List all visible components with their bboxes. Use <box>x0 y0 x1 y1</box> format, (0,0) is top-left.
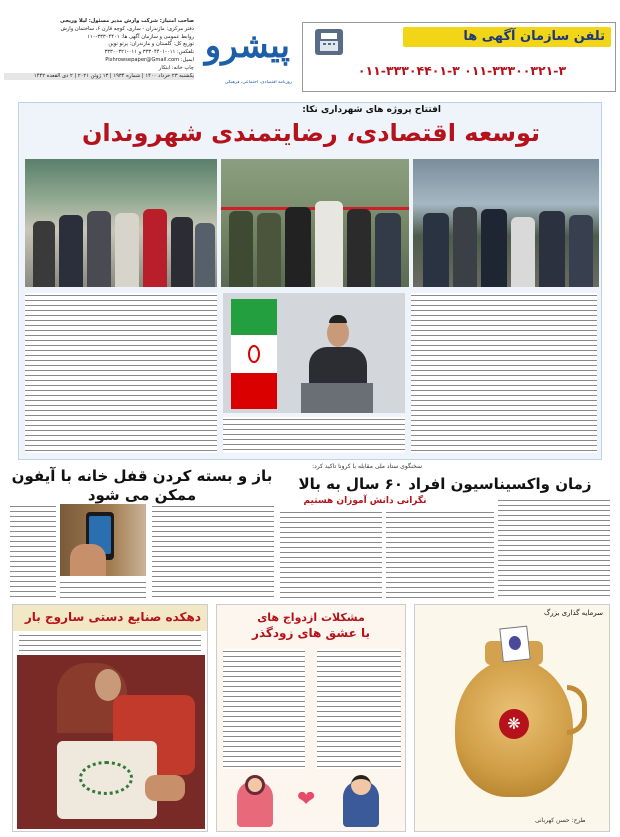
lead-kicker: افتتاح پروژه های شهرداری نکا: <box>302 105 441 115</box>
newspaper-logo: پیشرو <box>204 26 290 66</box>
iphone-photo <box>60 504 146 576</box>
capital-box <box>414 604 610 832</box>
marriage-text-left <box>223 649 305 769</box>
iran-flag <box>231 299 277 409</box>
aging-subhead: نگرانی دانش آموزان هستیم <box>303 496 427 506</box>
aging-col-3 <box>280 510 382 598</box>
owner-line: صاحب امتیاز: شرکت وارش مدیر مسئول: لیلا وریجی <box>59 18 194 24</box>
lead-photo-center <box>221 159 409 287</box>
spokesman-text <box>223 417 405 453</box>
lead-headline: توسعه اقتصادی، رضایتمندی شهروندان <box>81 119 541 147</box>
email-line: ایمیل: Pishrowsepaper@Gmail.com <box>105 56 194 63</box>
credits-block <box>4 18 194 94</box>
crafts-headline: دهکده صنایع دستی ساروج بار <box>24 610 201 624</box>
capital-credit: طرح: حسن کهربانی <box>535 817 586 824</box>
lead-text-left <box>25 293 217 453</box>
lead-photo-right <box>413 159 599 287</box>
marriage-illustration <box>227 773 395 829</box>
crafts-photo <box>17 655 205 829</box>
photo-caption: سخنگوی ستاد ملی مقابله با کرونا تاکید کرد: <box>312 463 422 470</box>
lead-story <box>18 102 602 460</box>
pr-line: روابط عمومی و سازمان آگهی ها: ۳۳۳۰۴۴۰۱-۱۱۰ <box>87 33 194 40</box>
aging-col-1 <box>498 498 610 598</box>
ad-phone-numbers: ۰۱۱-۳۳۳۰۰۳۲۱-۳ ۰۱۱-۳۳۳۰۴۴۰۱-۳ <box>357 63 567 78</box>
marriage-box <box>216 604 406 832</box>
jar-handle <box>567 685 587 735</box>
marriage-text-right <box>317 649 401 769</box>
aging-headline: زمان واکسیناسیون افراد ۶۰ سال به بالا <box>298 475 592 493</box>
aging-col-2 <box>386 510 494 598</box>
heart-icon: ❤ <box>297 787 316 812</box>
marriage-headline-bottom: با عشق های زودگذر <box>252 626 370 640</box>
masthead <box>4 4 616 96</box>
embroidery-cloth <box>57 741 157 819</box>
ad-box <box>302 22 616 92</box>
crafts-text <box>19 633 201 653</box>
address-line: دفتر مرکزی: مازندران - ساری، کوچه قارن ۶، ساختمان وارش <box>60 25 194 32</box>
issue-line: یکشنبه ۲۳ خرداد ۱۴۰۰ | شماره ۱۹۳۴ | ۱۳ ژوئن ۲۰۲۱ | ۲ ذی القعده ۱۴۴۲ <box>4 73 194 81</box>
iphone-text-right <box>152 504 274 600</box>
logo-subtitle: روزنامه اقتصادی، اجتماعی، فرهنگی <box>224 80 292 85</box>
logo-block <box>198 18 296 90</box>
lead-photo-left <box>25 159 217 287</box>
marriage-headline-top: مشکلات ازدواج های <box>257 611 365 624</box>
phone-icon <box>315 29 343 55</box>
fax-line: تلفکس: ۰۱۱-۳۳۳۰۴۴۰۱ و ۰۱۱-۳۳۳۰۰۳۲۱ <box>104 49 194 56</box>
crafts-box <box>12 604 208 832</box>
spokesman-photo <box>223 293 405 413</box>
iphone-headline: باز و بسته کردن قفل خانه با آیفون ممکن می شود <box>11 467 273 504</box>
iphone-text-left <box>10 504 56 600</box>
distribution-line: توزیع کل: گلستان و مازندران: پرتو نوین <box>108 41 194 48</box>
emblem-icon: ❋ <box>499 709 529 739</box>
capital-label: سرمایه گذاری بزرگ <box>543 609 603 617</box>
press-line: چاپ خانه: ابتکار <box>158 64 194 71</box>
lead-text-right <box>411 293 597 453</box>
ad-box-title: تلفن سازمان آگهی ها <box>463 29 605 44</box>
voting-card <box>499 626 530 663</box>
iphone-text-bottom <box>60 580 146 600</box>
